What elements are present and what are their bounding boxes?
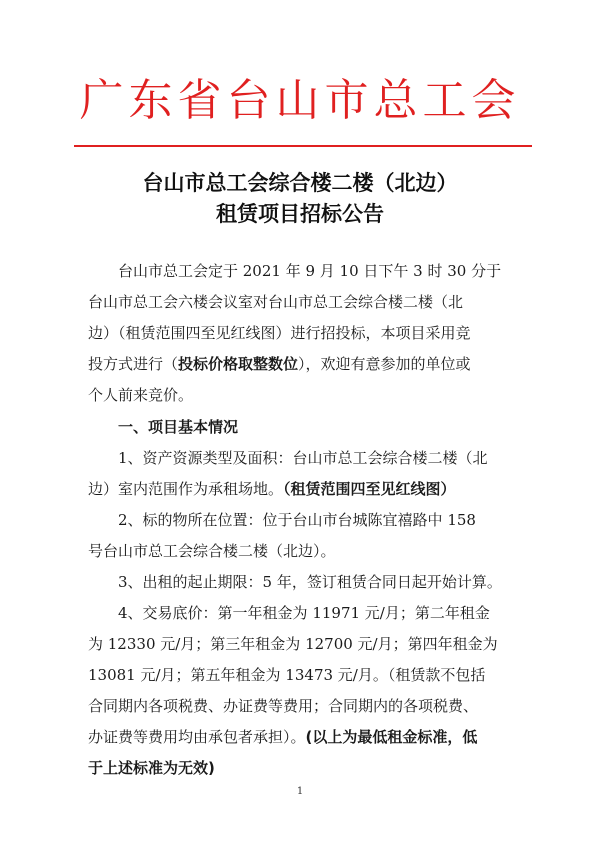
intro-line: 台山市总工会定于 2021 年 9 月 10 日下午 3 时 30 分于	[118, 262, 502, 280]
intro-text: 投方式进行（	[88, 355, 179, 373]
minimum-rent-note: 于上述标准为无效)	[88, 759, 215, 777]
item-3-line: 3、出租的起止期限：5 年，签订租赁合同日起开始计算。	[118, 573, 502, 591]
item-4-line	[88, 722, 528, 753]
item-1-line: 1、资产资源类型及面积：台山市总工会综合楼二楼（北	[118, 449, 488, 467]
intro-line: 个人前来竞价。	[88, 386, 194, 404]
item-2-line: 号台山市总工会综合楼二楼（北边）。	[88, 542, 336, 560]
item-text: 边）室内范围作为承租场地。	[88, 480, 284, 498]
intro-text: ），欢迎有意参加的单位或	[298, 355, 471, 373]
bid-price-note: 投标价格取整数位	[178, 355, 299, 373]
intro-paragraph	[88, 256, 528, 411]
intro-line: 台山市总工会六楼会议室对台山市总工会综合楼二楼（北	[88, 293, 464, 311]
organization-header: 广东省台山市总工会	[79, 75, 521, 126]
header-divider	[74, 145, 532, 147]
document-title-line-1: 台山市总工会综合楼二楼（北边）	[142, 171, 458, 195]
item-1-line	[88, 474, 528, 505]
item-4-line: 4、交易底价：第一年租金为 11971 元/月；第二年租金	[118, 604, 490, 622]
rental-range-note: （租赁范围四至见红线图）	[283, 480, 456, 498]
intro-line: 边）（租赁范围四至见红线图）进行招投标，本项目采用竞	[88, 324, 471, 342]
intro-line	[88, 349, 528, 380]
minimum-rent-note: (以上为最低租金标准，低	[305, 728, 478, 746]
item-4-line: 13081 元/月；第五年租金为 13473 元/月。（租赁款不包括	[88, 666, 486, 684]
section-heading: 一、项目基本情况	[118, 418, 239, 436]
item-4-line: 合同期内各项税费、办证费等费用；合同期内的各项税费、	[88, 697, 479, 715]
page-number: 1	[296, 786, 304, 797]
section-body	[88, 443, 528, 784]
document-title-line-2: 租赁项目招标公告	[216, 202, 384, 226]
item-text: 办证费等费用均由承包者承担）。	[88, 728, 306, 746]
item-2-line: 2、标的物所在位置：位于台山市台城陈宜禧路中 158	[118, 511, 476, 529]
item-4-line: 为 12330 元/月；第三年租金为 12700 元/月；第四年租金为	[88, 635, 498, 653]
